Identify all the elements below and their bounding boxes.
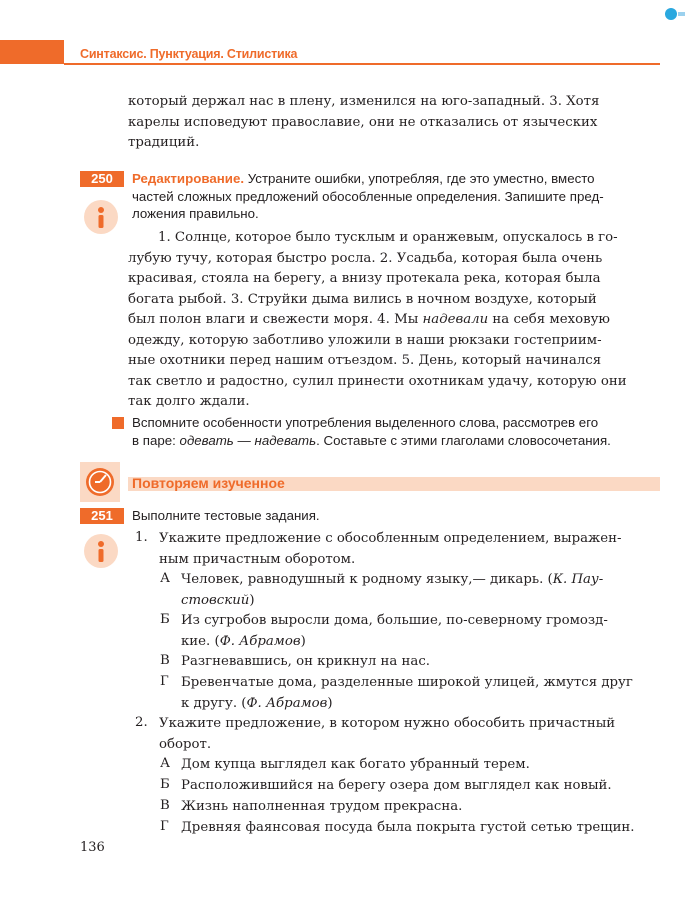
text-line: 1. Солнце, которое было тусклым и оранжевым, опускалось в го- (158, 230, 618, 245)
review-icon (80, 462, 120, 502)
exercise-250-note (132, 414, 658, 449)
exercise-250-text (128, 228, 654, 413)
option-letter: Б (160, 612, 170, 627)
option-letter: Б (160, 777, 170, 792)
text-segment: на себя меховую (488, 312, 610, 327)
paren: ) (249, 592, 255, 608)
note-text: . Составьте с этими глаголами словосочетания. (316, 432, 611, 448)
note-marker (112, 417, 124, 429)
paren: ) (327, 695, 333, 711)
instruction-text: ложения правильно. (132, 206, 259, 221)
option-letter: Г (160, 674, 169, 689)
note-word: надевать (254, 432, 317, 448)
exercise-label: Редактирование. (132, 171, 245, 186)
option-letter: А (160, 571, 171, 586)
note-text: Вспомните особенности употребления выделенного слова, рассмотрев его (132, 415, 599, 430)
running-header: Синтаксис. Пунктуация. Стилистика (80, 47, 298, 61)
text-line: так долго ждали. (128, 394, 250, 409)
text-line: красивая, стояла на берегу, а внизу протекала река, которая была (128, 271, 601, 286)
text-line: одежду, которую заботливо уложили в наши рюкзаки гостеприим- (128, 332, 602, 348)
highlighted-word: надевали (422, 312, 489, 327)
instruction-text: частей сложных предложений обособленные определения. Запишите пред- (132, 188, 604, 204)
continuation-paragraph (128, 92, 654, 154)
exercise-number-251: 251 (80, 508, 124, 524)
option-text: кие. ( (181, 633, 220, 649)
option-text: Жизнь наполненная трудом прекрасна. (181, 799, 463, 814)
option-text: Дом купца выглядел как богато убранный терем. (181, 757, 530, 772)
author: Ф. Абрамов (246, 695, 328, 711)
option-text: Человек, равнодушный к родному языку,— дикарь. ( (181, 572, 553, 587)
question-text: оборот. (159, 736, 212, 752)
author: Ф. Абрамов (219, 633, 301, 649)
question-number: 2. (135, 715, 148, 730)
exercise-251-instructions: Выполните тестовые задания. (132, 508, 320, 523)
option-letter: А (160, 756, 171, 771)
exercise-250-instructions (132, 170, 658, 223)
header-color-block (0, 40, 64, 64)
option-text: Бревенчатые дома, разделенные широкой улицей, жмутся друг (181, 675, 633, 690)
text-line: так светло и радостно, сулил принести охотникам удачу, которую они (128, 373, 627, 389)
text-segment: был полон влаги и свежести моря. 4. Мы (128, 312, 423, 327)
note-dash: — (233, 432, 255, 448)
text-line: лубую тучу, которая быстро росла. 2. Усадьба, которая была очень (128, 250, 603, 266)
option-letter: Г (160, 819, 169, 834)
note-text: в паре: (132, 432, 180, 448)
option-text: Древняя фаянсовая посуда была покрыта густой сетью трещин. (181, 820, 635, 835)
info-icon (84, 200, 118, 234)
text-line: богата рыбой. 3. Струйки дыма вились в ночном воздухе, который (128, 291, 597, 307)
option-text: Из сугробов выросли дома, большие, по-северному громозд- (181, 613, 608, 628)
paren: ) (300, 633, 306, 649)
exercise-number-250: 250 (80, 171, 124, 187)
publisher-logo-icon (664, 6, 686, 20)
text-line: карелы исповедуют православие, они не отказались от языческих (128, 114, 598, 130)
option-text: Разгневавшись, он крикнул на нас. (181, 654, 431, 669)
author: стовский (181, 592, 250, 608)
text-line: который держал нас в плену, изменился на юго-западный. 3. Хотя (128, 94, 600, 109)
info-icon (84, 534, 118, 568)
question-text: Укажите предложение, в котором нужно обособить причастный (159, 716, 616, 731)
author: К. Пау- (552, 572, 604, 587)
option-text: Расположившийся на берегу озера дом выглядел как новый. (181, 778, 612, 793)
option-letter: В (160, 798, 170, 813)
option-text: к другу. ( (181, 695, 247, 711)
page-number: 136 (80, 840, 105, 855)
question-text: Укажите предложение с обособленным определением, выражен- (159, 531, 622, 546)
note-word: одевать (179, 432, 234, 448)
section-title: Повторяем изученное (132, 475, 285, 491)
question-text: ным причастным оборотом. (159, 551, 356, 567)
instruction-text: Устраните ошибки, употребляя, где это уместно, вместо (244, 171, 595, 186)
option-letter: В (160, 653, 170, 668)
text-line: ные охотники перед нашим отъездом. 5. День, который начинался (128, 353, 602, 368)
header-rule (64, 63, 660, 65)
question-number: 1. (135, 530, 148, 545)
text-line: традиций. (128, 135, 200, 150)
